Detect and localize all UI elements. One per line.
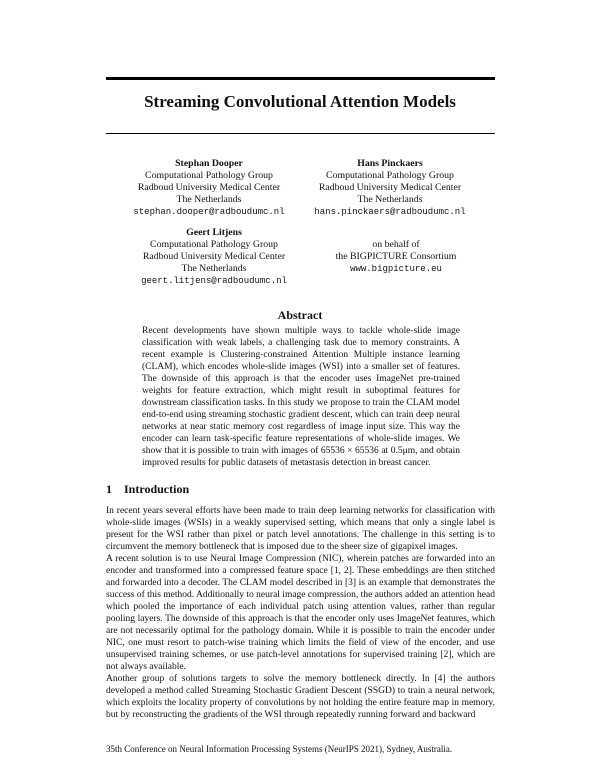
author-email: geert.litjens@radboudumc.nl bbox=[141, 276, 287, 286]
section-heading bbox=[106, 482, 189, 497]
section-number: 1 bbox=[106, 482, 112, 496]
author-block-2 bbox=[290, 158, 490, 218]
author-country: The Netherlands bbox=[176, 194, 242, 205]
author-group: Computational Pathology Group bbox=[145, 170, 273, 181]
consortium-url: www.bigpicture.eu bbox=[350, 264, 442, 274]
author-institution: Radboud University Medical Center bbox=[318, 182, 462, 193]
paragraph: Another group of solutions targets to solve the memory bottleneck directly. In [4] the authors developed a method called Streaming Stochastic Gradient Descent (SSGD) to train a neural network, which exploits the locality property of convolutions by not holding the entire feature map in memory, but by reconstructing the gradients of the WSI through repeatedly running forward and backward bbox=[106, 674, 495, 720]
author-name: Stephan Dooper bbox=[175, 158, 243, 169]
author-country: The Netherlands bbox=[181, 263, 247, 274]
author-group: Computational Pathology Group bbox=[326, 170, 454, 181]
author-email: hans.pinckaers@radboudumc.nl bbox=[314, 207, 466, 217]
author-institution: Radboud University Medical Center bbox=[137, 182, 281, 193]
introduction-body bbox=[106, 505, 495, 721]
author-block-3 bbox=[114, 227, 314, 287]
abstract-text: Recent developments have shown multiple ways to tackle whole-slide image classification with weak labels, a challenging task due to memory constraints. A recent example is Clustering-constrained Attention Multiple instance learning (CLAM), which encodes whole-slide images (WSI) into a smaller set of features. The downside of this approach is that the encoder uses ImageNet pre-trained weights for feature extraction, which might result in suboptimal features for downstream classification tasks. In this study we propose to train the CLAM model end-to-end using streaming stochastic gradient descent, which can train deep neural networks at near static memory cost regardless of image input size. This way the encoder can learn task-specific feature representations of whole-slide images. We show that it is possible to train with images of 65536 × 65536 at 0.5μm, and obtain improved results for public datasets of metastasis detection in breast cancer. bbox=[142, 326, 460, 468]
paragraph: A recent solution is to use Neural Image Compression (NIC), wherein patches are forwarded into an encoder and transformed into a compressed feature space [1, 2]. These embeddings are then stitched and forwarded into a decoder. The CLAM model described in [3] is an example that demonstrates the success of this method. Additionally to neural image compression, the authors added an attention head which pooled the importance of each individual patch using attention values, rather than regular pooling layers. The downside of this approach is that the encoder only uses ImageNet features, which are not necessarily optimal for the pathology domain. While it is possible to train the encoder under NIC, one must resort to patch-wise training which limits the field of view of the encoder, and use unsupervised training schemes, or use patch-level annotations for supervised training [2], which are not always available. bbox=[106, 554, 495, 672]
title-top-rule bbox=[106, 77, 495, 80]
author-country: The Netherlands bbox=[357, 194, 423, 205]
author-block-1 bbox=[109, 158, 309, 218]
section-title: Introduction bbox=[124, 482, 190, 496]
consortium-name: the BIGPICTURE Consortium bbox=[335, 251, 457, 262]
conference-footer: 35th Conference on Neural Information Processing Systems (NeurIPS 2021), Sydney, Australia. bbox=[106, 744, 453, 754]
title-bottom-rule bbox=[106, 133, 495, 134]
author-email: stephan.dooper@radboudumc.nl bbox=[133, 207, 285, 217]
author-group: Computational Pathology Group bbox=[150, 239, 278, 250]
paragraph: In recent years several efforts have been made to train deep learning networks for classification with whole-slide images (WSIs) in a weakly supervised setting, which means that only a single label is present for the WSI rather than pixel or patch level annotations. The challenge in this setting is to circumvent the memory bottleneck that is imposed due to the sheer size of gigapixel images. bbox=[106, 506, 495, 552]
author-name: Geert Litjens bbox=[186, 227, 242, 238]
abstract-heading: Abstract bbox=[277, 308, 323, 322]
author-institution: Radboud University Medical Center bbox=[142, 251, 286, 262]
author-name: Hans Pinckaers bbox=[357, 158, 423, 169]
consortium-block bbox=[296, 239, 496, 275]
behalf-line: on behalf of bbox=[372, 239, 420, 250]
paper-title: Streaming Convolutional Attention Models bbox=[144, 92, 456, 111]
